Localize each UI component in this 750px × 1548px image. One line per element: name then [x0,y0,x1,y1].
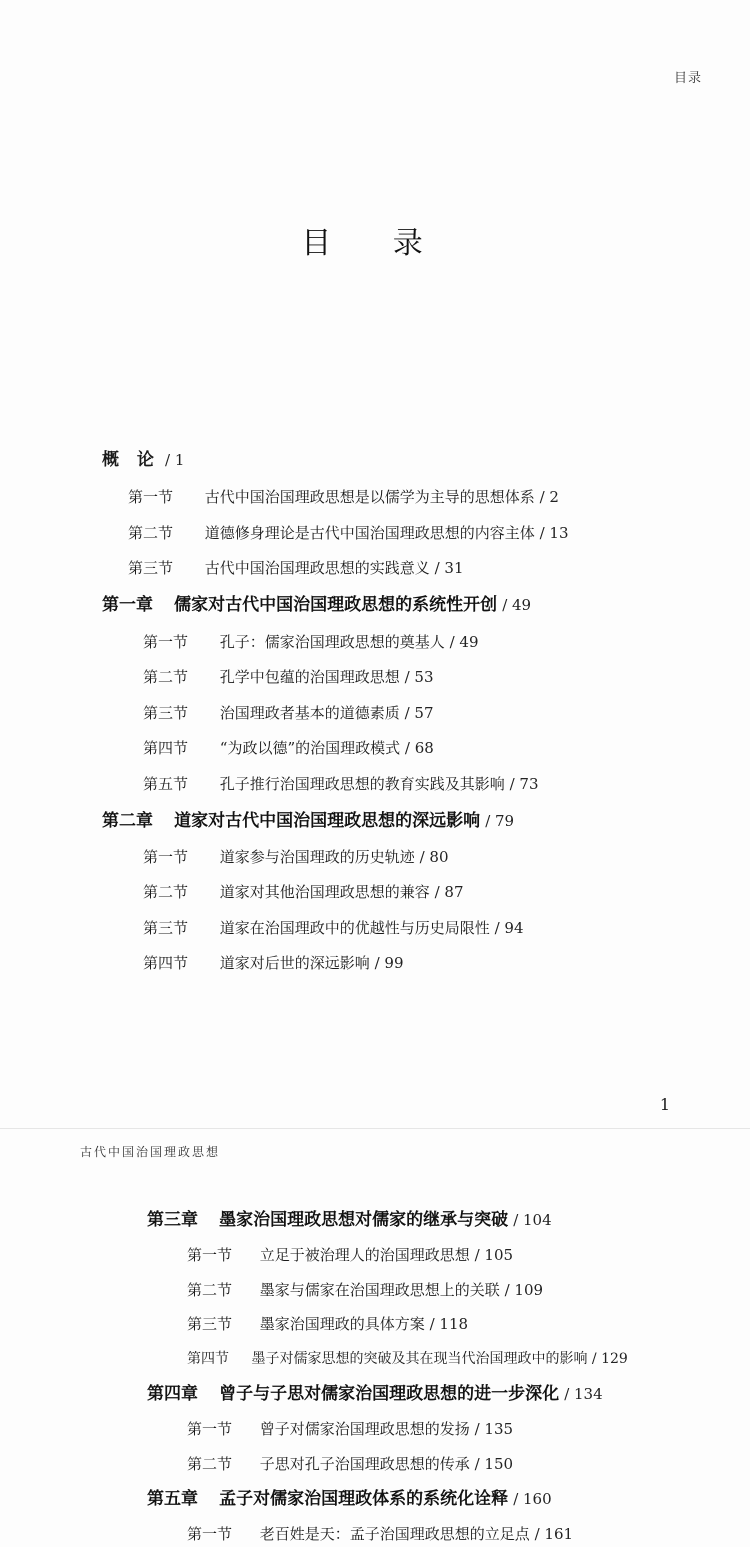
toc-entry-chapter[interactable] [147,1208,552,1234]
page-number: / 161 [534,1525,574,1543]
page-number: / 105 [474,1246,514,1264]
toc-entry-section[interactable] [187,1312,468,1338]
section-title: “为政以德”的治国理政模式 [219,739,401,757]
page-number: / 129 [591,1351,628,1367]
section-number: 第四节 [187,1351,229,1367]
section-number: 第三节 [128,559,174,577]
section-title: 古代中国治国理政思想是以儒学为主导的思想体系 [204,488,535,506]
toc-entry-section[interactable] [143,665,434,691]
section-number: 第五节 [143,775,189,793]
page-number: / 57 [404,704,434,722]
page-number: / 134 [564,1385,603,1403]
section-number: 第一节 [187,1525,233,1543]
toc-entry-section[interactable] [143,951,404,977]
running-head: 目录 [673,71,702,86]
toc-entry-section[interactable] [143,736,434,762]
page-number: / 13 [539,524,569,542]
page-folio: 1 [659,1095,670,1114]
toc-entry-chapter[interactable] [147,1487,552,1513]
section-title: 道家对后世的深远影响 [219,954,370,972]
section-number: 第三节 [187,1315,233,1333]
section-number: 第三节 [143,704,189,722]
section-number: 第二节 [187,1281,233,1299]
page-number: / 99 [374,954,404,972]
chapter-number: 第二章 [102,811,153,831]
toc-entry-section[interactable] [187,1452,513,1478]
section-title: 古代中国治国理政思想的实践意义 [204,559,430,577]
toc-entry-section[interactable] [143,630,479,656]
page-number: / 53 [404,668,434,686]
toc-entry-intro[interactable] [102,448,184,474]
page-number: / 94 [494,919,524,937]
section-number: 第一节 [143,848,189,866]
page-title: 目 录 [301,226,449,261]
page-number: / 79 [485,812,515,830]
toc-entry-section[interactable] [128,485,559,511]
page-number: / 87 [434,883,464,901]
section-title: 墨家与儒家在治国理政思想上的关联 [259,1281,500,1299]
chapter-number: 第三章 [147,1210,198,1230]
page-number: / 80 [419,848,449,866]
chapter-title: 墨家治国理政思想对儒家的继承与突破 [219,1210,509,1230]
section-number: 第三节 [143,919,189,937]
section-title: 立足于被治理人的治国理政思想 [259,1246,470,1264]
page-number: / 160 [513,1490,552,1508]
section-title: 墨子对儒家思想的突破及其在现当代治国理政中的影响 [251,1351,588,1367]
toc-entry-chapter[interactable] [102,809,514,835]
page-number: / 135 [474,1420,514,1438]
section-number: 第二节 [143,883,189,901]
toc-entry-section[interactable] [143,916,524,942]
toc-entry-section[interactable] [128,556,464,582]
toc-entry-section[interactable] [128,521,569,547]
page-number: / 49 [502,596,532,614]
chapter-title: 曾子与子思对儒家治国理政思想的进一步深化 [219,1384,560,1404]
toc-entry-section[interactable] [187,1522,573,1548]
chapter-title: 道家对古代中国治国理政思想的深远影响 [174,811,481,831]
toc-entry-section[interactable] [187,1347,628,1373]
page-number: / 31 [434,559,464,577]
toc-entry-chapter[interactable] [102,593,531,619]
page-number: / 1 [165,451,185,469]
toc-entry-section[interactable] [187,1243,513,1269]
section-title: 孔学中包蕴的治国理政思想 [219,668,400,686]
section-title: 孔子推行治国理政思想的教育实践及其影响 [219,775,505,793]
section-title: 老百姓是天：孟子治国理政思想的立足点 [259,1525,530,1543]
page-number: / 49 [449,633,479,651]
page-number: / 104 [513,1211,552,1229]
section-title: 子思对孔子治国理政思想的传承 [259,1455,470,1473]
page-number: / 2 [539,488,559,506]
section-title: 孔子：儒家治国理政思想的奠基人 [219,633,445,651]
section-number: 第一节 [143,633,189,651]
toc-entry-section[interactable] [187,1417,513,1443]
intro-title: 概 论 [102,450,160,470]
section-number: 第二节 [128,524,174,542]
toc-entry-section[interactable] [187,1278,543,1304]
section-title: 道德修身理论是古代中国治国理政思想的内容主体 [204,524,535,542]
toc-entry-chapter[interactable] [147,1382,603,1408]
chapter-number: 第五章 [147,1489,198,1509]
section-title: 道家对其他治国理政思想的兼容 [219,883,430,901]
section-number: 第二节 [187,1455,233,1473]
page-number: / 150 [474,1455,514,1473]
section-number: 第二节 [143,668,189,686]
section-number: 第四节 [143,954,189,972]
section-title: 治国理政者基本的道德素质 [219,704,400,722]
section-title: 墨家治国理政的具体方案 [259,1315,425,1333]
section-number: 第一节 [187,1420,233,1438]
page-number: / 109 [504,1281,544,1299]
chapter-number: 第一章 [102,595,153,615]
chapter-title: 儒家对古代中国治国理政思想的系统性开创 [174,595,498,615]
section-title: 道家参与治国理政的历史轨迹 [219,848,415,866]
section-number: 第一节 [187,1246,233,1264]
toc-entry-section[interactable] [143,701,434,727]
toc-entry-section[interactable] [143,845,449,871]
section-title: 道家在治国理政中的优越性与历史局限性 [219,919,490,937]
section-title: 曾子对儒家治国理政思想的发扬 [259,1420,470,1438]
toc-page-2 [0,1128,750,1547]
page-number: / 118 [429,1315,469,1333]
running-head: 古代中国治国理政思想 [80,1145,221,1159]
page-number: / 68 [404,739,434,757]
chapter-title: 孟子对儒家治国理政体系的系统化诠释 [219,1489,509,1509]
toc-entry-section[interactable] [143,880,464,906]
toc-entry-section[interactable] [143,772,539,798]
page-number: / 73 [509,775,539,793]
section-number: 第一节 [128,488,174,506]
chapter-number: 第四章 [147,1384,198,1404]
section-number: 第四节 [143,739,189,757]
